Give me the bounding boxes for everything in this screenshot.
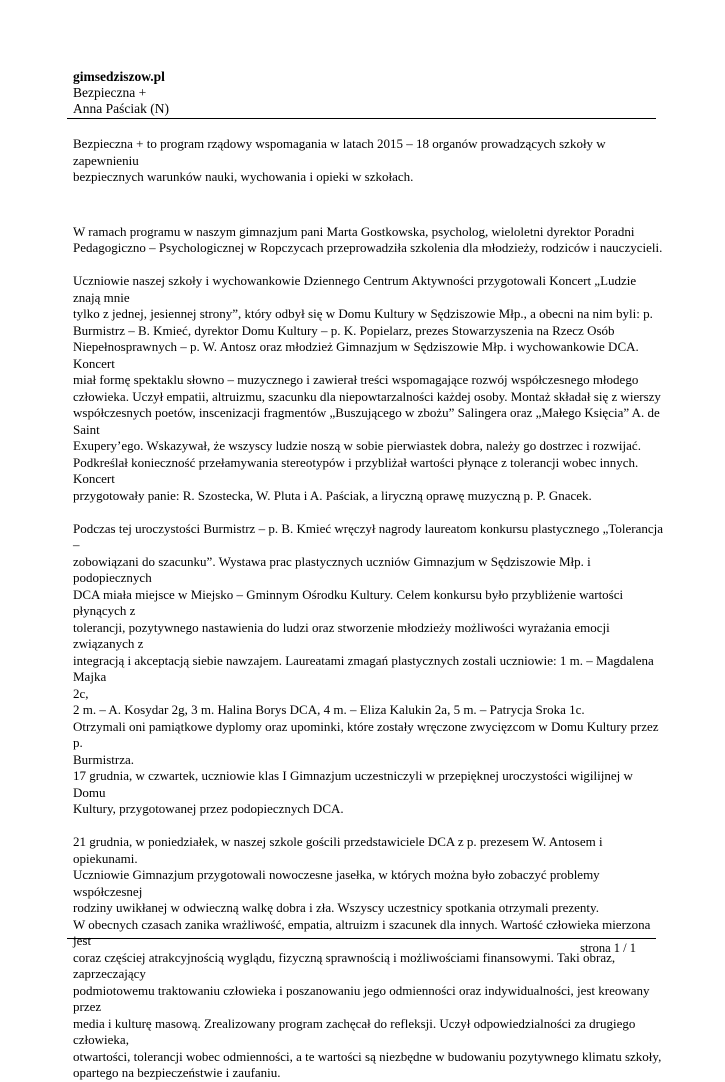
paragraph-spacer	[73, 504, 665, 521]
paragraph-concert: Uczniowie naszej szkoły i wychowankowie Dziennego Centrum Aktywności przygotowali Koncert „Ludzie znają mnie tylko z jednej, jesiennej strony”, który odbył się w Domu Kultury w Sędziszowie Młp., a obecni na nim byli: p. Burmistrz – B. Kmieć, dyrektor Domu Kultury – p. K. Popielarz, prezes Stowarzyszenia na Rzecz Osób Niepełnosprawnych – p. W. Antosz oraz młodzież Gimnazjum w Sędziszowie Młp. i wychowankowie DCA. Koncert miał formę spektaklu słowno – muzycznego i zawierał treści wspomagające rozwój współczesnego młodego człowieka. Uczył empatii, altruizmu, szacunku dla niepowtarzalności każdej osoby. Montaż składał się z wierszy współczesnych poetów, inscenizacji fragmentów „Buszującego w zbożu” Salingera oraz „Małego Księcia” A. de Saint Exupery’ego. Wskazywał, że wszyscy ludzie noszą w sobie pierwiastek dobra, należy go dostrzec i rozwijać. Podkreślał konieczność przełamywania stereotypów i przybliżał wartości płynące z tolerancji wobec innych. Koncert przygotowały panie: R. Szostecka, W. Pluta i A. Paściak, a liryczną oprawę muzyczną p. P. Gnacek.	[73, 273, 661, 503]
paragraph-nativity: 21 grudnia, w poniedziałek, w naszej szkole gościli przedstawiciele DCA z p. prezesem W. Antosem i opiekunami. Uczniowie Gimnazjum przygotowali nowoczesne jasełka, w których można było zobaczyć problemy współczesnej rodziny uwikłanej w odwieczną walkę dobra i zła. Wszyscy uczestnicy spotkania otrzymali prezenty. W obecnych czasach zanika wrażliwość, empatia, altruizm i szacunek dla innych. Wartość człowieka mierzona jest coraz częściej atrakcyjnością wyglądu, fizyczną sprawnością i możliwościami finansowymi. Taki obraz, zaprzeczający podmiotowemu traktowaniu człowieka i poszanowaniu jego odmienności oraz indywidualności, jest kreowany przez media i kulturę masową. Zrealizowany program zachęcał do refleksji. Uczył odpowiedzialności za drugiego człowieka, otwartości, tolerancji wobec odmienności, a te wartości są niezbędne w budowaniu pozytywnego klimatu szkoły, opartego na bezpieczeństwie i zaufaniu.	[73, 834, 662, 1080]
author-name: Anna Paściak (N)	[73, 101, 169, 116]
page-number: strona 1 / 1	[580, 941, 636, 955]
paragraph-contest: Podczas tej uroczystości Burmistrz – p. B. Kmieć wręczył nagrody laureatom konkursu plastycznego „Tolerancja – zobowiązani do szacunku”. Wystawa prac plastycznych uczniów Gimnazjum w Sędziszowie Młp. i podopiecznych DCA miała miejsce w Miejsko – Gminnym Ośrodku Kultury. Celem konkursu było przybliżenie wartości płynących z tolerancji, pozytywnego nastawienia do ludzi oraz stworzenie młodzieży możliwości wyrażania emocji związanych z integracją i akceptacją siebie nawzajem. Laureatami zmagań plastycznych zostali uczniowie: 1 m. – Magdalena Majka 2c, 2 m. – A. Kosydar 2g, 3 m. Halina Borys DCA, 4 m. – Eliza Kalukin 2a, 5 m. – Patrycja Sroka 1c. Otrzymali oni pamiątkowe dyplomy oraz upominki, które zostały wręczone zwycięzcom w Domu Kultury przez p. Burmistrza. 17 grudnia, w czwartek, uczniowie klas I Gimnazjum uczestniczyli w przepięknej uroczystości wigilijnej w Domu Kultury, przygotowanej przez podopiecznych DCA.	[73, 520, 664, 816]
article-body	[73, 136, 665, 1082]
site-name: gimsedziszow.pl	[73, 69, 165, 84]
paragraph-intro: Bezpieczna + to program rządowy wspomagania w latach 2015 – 18 organów prowadzących szkoły w zapewnieniu bezpiecznych warunków nauki, wychowania i opieki w szkołach.	[73, 136, 606, 184]
paragraph-spacer	[73, 818, 665, 835]
section-title: Bezpieczna +	[73, 85, 147, 100]
paragraph-training: W ramach programu w naszym gimnazjum pani Marta Gostkowska, psycholog, wieloletni dyrektor Poradni Pedagogiczno – Psychologicznej w Ropczycach przeprowadziła szkolenia dla młodzieży, rodziców i nauczycieli.	[73, 223, 663, 255]
paragraph-spacer	[73, 257, 665, 274]
document-header	[73, 69, 653, 117]
header-divider	[67, 118, 656, 119]
paragraph-spacer	[73, 186, 665, 224]
footer-divider	[67, 938, 656, 939]
